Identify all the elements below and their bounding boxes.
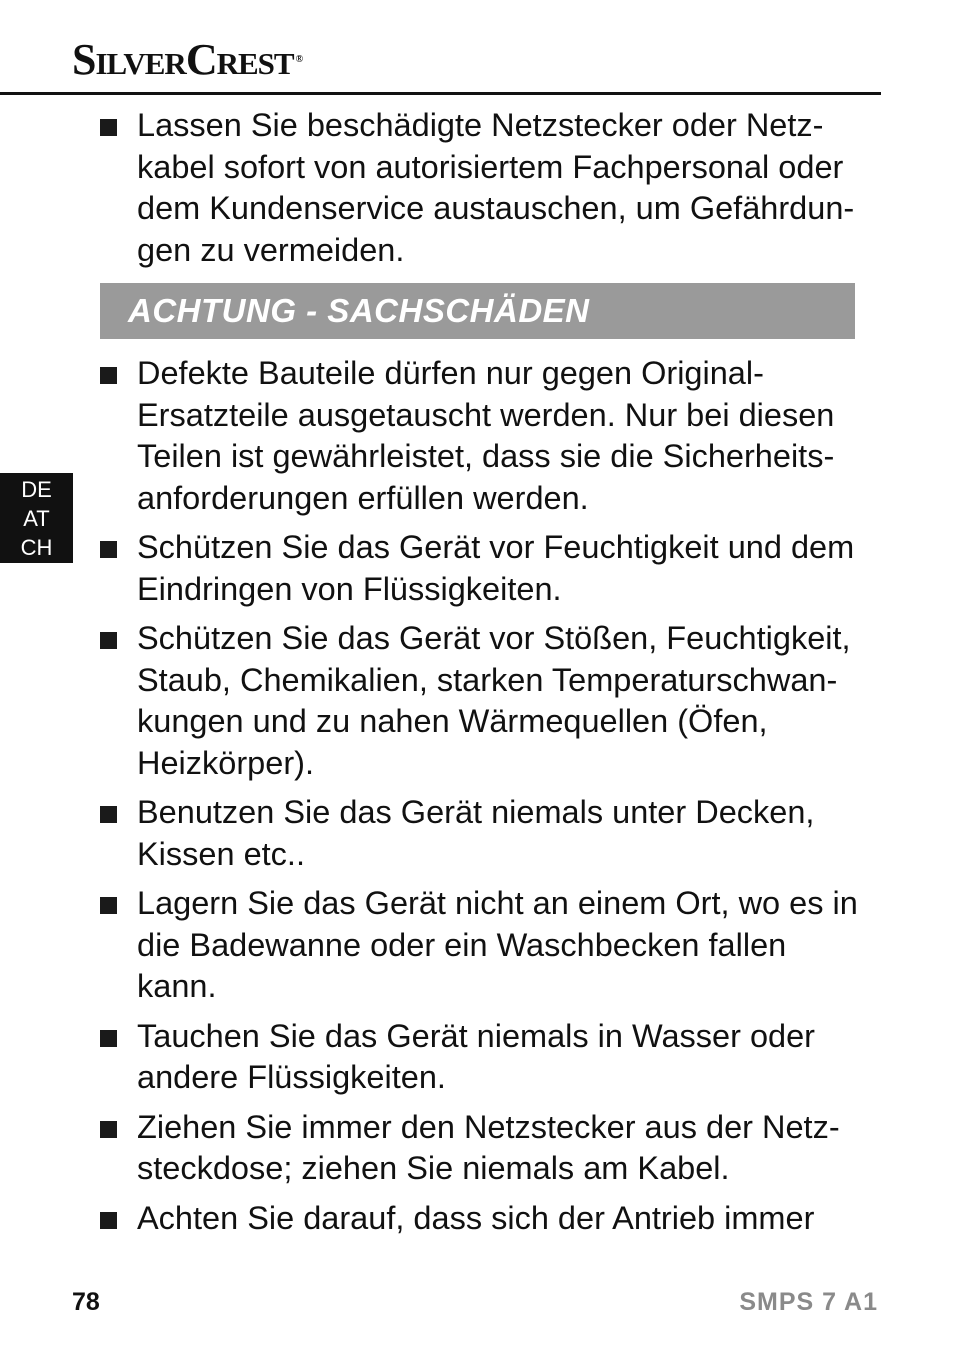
square-bullet-icon bbox=[100, 1030, 117, 1047]
header-rule bbox=[0, 92, 881, 95]
language-tab bbox=[0, 473, 73, 563]
list-item-text: Defekte Bauteile dürfen nur gegen Original-Ersatzteile ausgetauscht werden. Nur bei diesen Teilen ist gewährleistet, dass sie die Sicherheitsanforderungen erfüllen werden. bbox=[137, 355, 835, 516]
square-bullet-icon bbox=[100, 897, 117, 914]
warning-banner bbox=[100, 283, 855, 339]
list-item-text: Lassen Sie beschädigte Netzstecker oder Netzkabel sofort von autorisiertem Fachpersonal oder dem Kundenservice austauschen, um Gefährdungen zu vermeiden. bbox=[137, 107, 855, 268]
language-code-ch: CH bbox=[20, 535, 53, 560]
square-bullet-icon bbox=[100, 632, 117, 649]
list-item bbox=[100, 353, 860, 519]
list-item bbox=[100, 618, 860, 784]
list-item bbox=[100, 1198, 860, 1240]
brand-name: SilverCrest bbox=[72, 35, 294, 84]
model-name: SMPS 7 A1 bbox=[739, 1288, 878, 1316]
list-item bbox=[100, 1107, 860, 1190]
list-item-text: Tauchen Sie das Gerät niemals in Wasser oder andere Flüssigkeiten. bbox=[137, 1017, 816, 1095]
list-item bbox=[100, 527, 860, 610]
list-item bbox=[100, 1016, 860, 1099]
list-item-text: Schützen Sie das Gerät vor Stößen, Feuchtigkeit, Staub, Chemikalien, starken Temperaturschwankungen und zu nahen Wärmequellen (Öfen, Heizkörper). bbox=[137, 620, 851, 781]
list-item-text: Benutzen Sie das Gerät niemals unter Decken, Kissen etc.. bbox=[137, 794, 815, 872]
brand-logo bbox=[72, 35, 303, 84]
page-number: 78 bbox=[72, 1288, 100, 1316]
square-bullet-icon bbox=[100, 367, 117, 384]
list-item bbox=[100, 105, 860, 271]
warning-banner-title: ACHTUNG - SACHSCHÄDEN bbox=[128, 292, 590, 329]
list-item bbox=[100, 883, 860, 1008]
list-item-text: Schützen Sie das Gerät vor Feuchtigkeit und dem Eindringen von Flüssigkeiten. bbox=[137, 529, 855, 607]
square-bullet-icon bbox=[100, 119, 117, 136]
square-bullet-icon bbox=[100, 1212, 117, 1229]
registered-mark: ® bbox=[295, 54, 303, 65]
page-content bbox=[100, 105, 860, 1247]
list-item bbox=[100, 792, 860, 875]
language-code-at: AT bbox=[23, 506, 50, 531]
square-bullet-icon bbox=[100, 806, 117, 823]
square-bullet-icon bbox=[100, 541, 117, 558]
square-bullet-icon bbox=[100, 1121, 117, 1138]
list-item-text: Lagern Sie das Gerät nicht an einem Ort, wo es in die Badewanne oder ein Waschbecken fallen kann. bbox=[137, 885, 858, 1004]
language-code-de: DE bbox=[21, 477, 52, 502]
list-item-text: Ziehen Sie immer den Netzstecker aus der Netzsteckdose; ziehen Sie niemals am Kabel. bbox=[137, 1108, 840, 1186]
list-item-text: Achten Sie darauf, dass sich der Antrieb immer bbox=[137, 1199, 815, 1236]
